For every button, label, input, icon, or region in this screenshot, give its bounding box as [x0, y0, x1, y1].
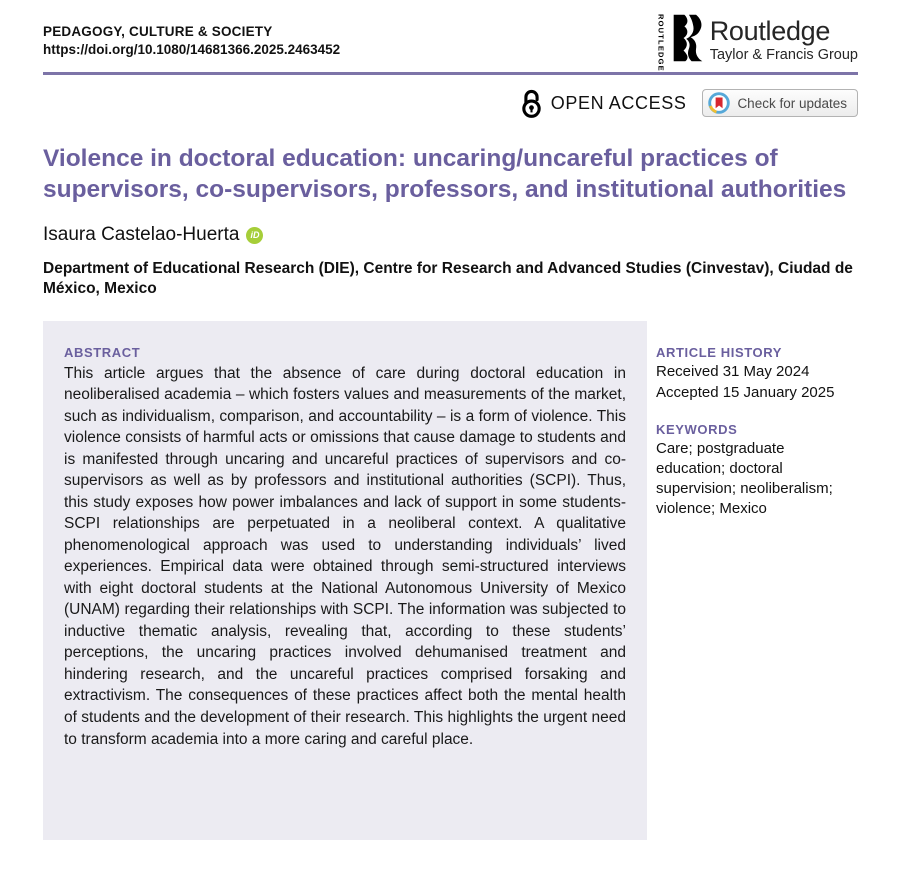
abstract-section	[43, 321, 858, 840]
publisher-group: Taylor & Francis Group	[709, 47, 858, 63]
author-row	[43, 224, 858, 246]
publisher-logo	[656, 12, 858, 72]
author-affiliation: Department of Educational Research (DIE), Centre for Research and Advanced Studies (Cinvestav), Ciudad de México, Mexico	[43, 260, 853, 298]
abstract-text: This article argues that the absence of care during doctoral education in neoliberalised academia – which fosters values and measurements of the market, such as individualism, comparison, and accountability – is a form of violence. This violence consists of harmful acts or omissions that cause damage to students and is manifested through uncaring and uncareful practices of supervisors and co-supervisors as well as by professors and institutional authorities (SCPI). Thus, this study exposes how power imbalances and lack of support in some students-SCPI relationships are perpetuated in a neoliberal context. A qualitative phenomenological approach was used to understanding individuals’ lived experiences. Empirical data were obtained through semi-structured interviews with eight doctoral students at the National Autonomous University of Mexico (UNAM) regarding their relationships with SCPI. The information was subjected to inductive thematic analysis, revealing that, according to these students’ perceptions, the uncaring practices involved dehumanised treatment and hindering research, and the uncareful practices comprised forsaking and extractivism. The consequences of these practices affect both the mental health of students and the development of their research. This highlights the urgent need to transform academia into a more caring and careful place.	[64, 364, 626, 748]
article-history-heading: ARTICLE HISTORY	[656, 344, 783, 360]
journal-block	[43, 16, 340, 57]
keywords-text: Care; postgraduate education; doctoral supervision; neoliberalism; violence; Mexico	[656, 440, 833, 518]
article-meta-sidebar	[647, 321, 858, 520]
page-header	[43, 14, 858, 72]
header-divider	[43, 72, 858, 75]
journal-title: PEDAGOGY, CULTURE & SOCIETY	[43, 24, 273, 39]
article-history-block	[656, 345, 858, 404]
orcid-icon[interactable]: iD	[246, 227, 263, 244]
publisher-names	[710, 16, 858, 63]
doi-link[interactable]: https://doi.org/10.1080/14681366.2025.2463452	[43, 42, 341, 57]
check-for-updates-label: Check for updates	[737, 95, 847, 111]
access-row	[43, 88, 858, 118]
routledge-r-icon	[671, 12, 705, 64]
open-access-badge	[520, 89, 687, 118]
keywords-heading: KEYWORDS	[656, 422, 738, 438]
keywords-block	[656, 422, 858, 519]
check-for-updates-button[interactable]	[702, 89, 858, 117]
abstract-box	[43, 321, 647, 840]
article-title: Violence in doctoral education: uncaring/uncareful practices of supervisors, co-supervisors, professors, and institutional authorities	[43, 145, 847, 204]
received-date: Received 31 May 2024	[656, 362, 810, 380]
accepted-date: Accepted 15 January 2025	[656, 384, 835, 402]
author-name: Isaura Castelao-Huerta	[43, 224, 240, 246]
crossmark-icon	[708, 92, 730, 114]
publisher-name: Routledge	[709, 16, 831, 46]
abstract-heading: ABSTRACT	[64, 344, 141, 360]
open-padlock-icon	[520, 89, 543, 118]
open-access-label: OPEN ACCESS	[550, 92, 687, 113]
routledge-vertical-label: ROUTLEDGE	[656, 14, 666, 72]
